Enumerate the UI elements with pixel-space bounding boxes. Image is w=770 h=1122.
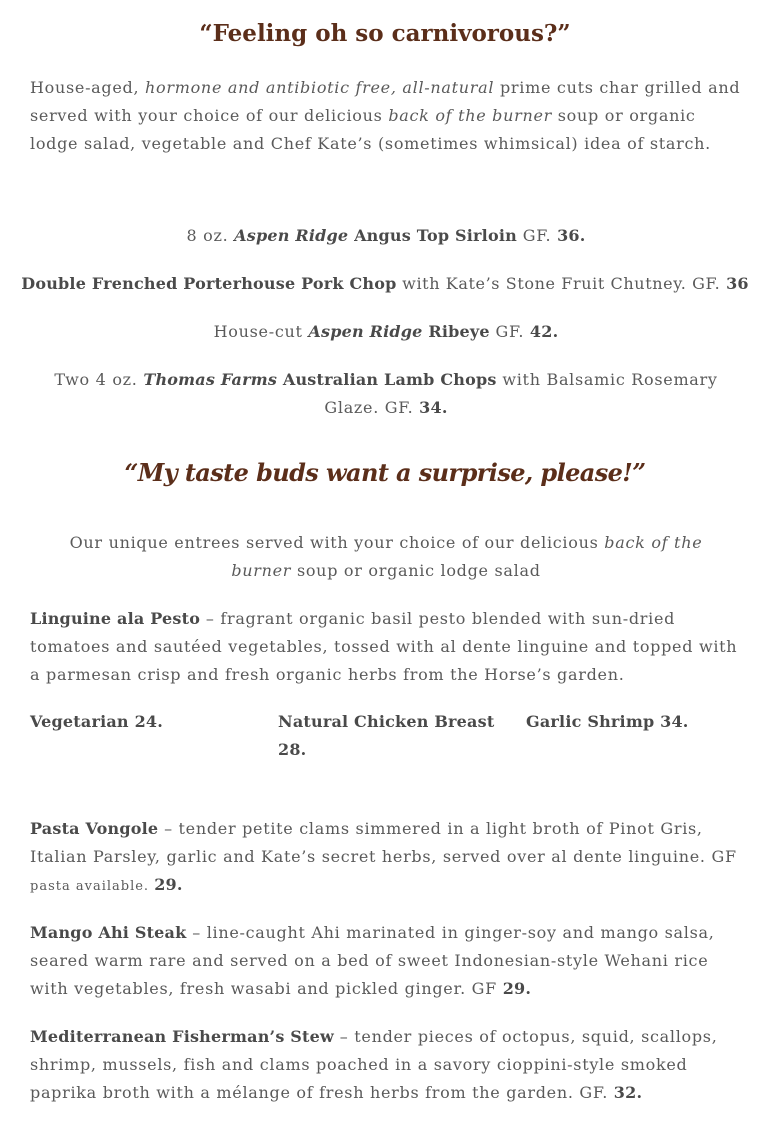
carnivore-section-title: “Feeling oh so carnivorous?” bbox=[199, 20, 571, 47]
menu-item-pasta-vongole: Pasta Vongole – tender petite clams simmered in a light broth of Pinot Gris, Italian Parsley, garlic and Kate’s secret herbs, served over al dente linguine. GF pasta available. 29. bbox=[30, 819, 737, 894]
menu-item-pork-chop: Double Frenched Porterhouse Pork Chop with Kate’s Stone Fruit Chutney. GF. 36 bbox=[21, 274, 749, 293]
menu-item-fisherman-stew: Mediterranean Fisherman’s Stew – tender pieces of octopus, squid, scallops, shrimp, mussels, fish and clams poached in a savory cioppini-style smoked paprika broth with a mélange of fresh herbs from the garden. GF. 32. bbox=[30, 1027, 718, 1102]
menu-item-sirloin: 8 oz. Aspen Ridge Angus Top Sirloin GF. 36. bbox=[186, 226, 586, 245]
menu-item-ribeye: House-cut Aspen Ridge Ribeye GF. 42. bbox=[213, 322, 559, 341]
carnivore-intro: House-aged, hormone and antibiotic free, all-natural prime cuts char grilled and served with your choice of our delicious back of the burner soup or organic lodge salad, vegetable and Chef Kate’s (sometimes whimsical) idea of starch. bbox=[30, 78, 741, 153]
surprise-section-title: “My taste buds want a surprise, please!” bbox=[124, 458, 646, 487]
menu-item-lamb-chops: Two 4 oz. Thomas Farms Australian Lamb Chops with Balsamic Rosemary Glaze. GF. 34. bbox=[54, 370, 718, 417]
pesto-option-vegetarian: Vegetarian 24. bbox=[30, 712, 163, 731]
menu-item-mango-ahi: Mango Ahi Steak – line-caught Ahi marinated in ginger-soy and mango salsa, seared warm rare and served on a bed of sweet Indonesian-style Wehani rice with vegetables, fresh wasabi and pickled ginger. GF 29. bbox=[30, 923, 715, 998]
pesto-option-shrimp: Garlic Shrimp 34. bbox=[526, 712, 689, 731]
surprise-intro: Our unique entrees served with your choice of our delicious back of the burner soup or organic lodge salad bbox=[69, 533, 703, 580]
menu-item-linguine-pesto: Linguine ala Pesto – fragrant organic basil pesto blended with sun-dried tomatoes and sautéed vegetables, tossed with al dente linguine and topped with a parmesan crisp and fresh organic herbs from the Horse’s garden. bbox=[30, 609, 738, 684]
pesto-option-chicken: Natural Chicken Breast 28. bbox=[278, 712, 495, 759]
